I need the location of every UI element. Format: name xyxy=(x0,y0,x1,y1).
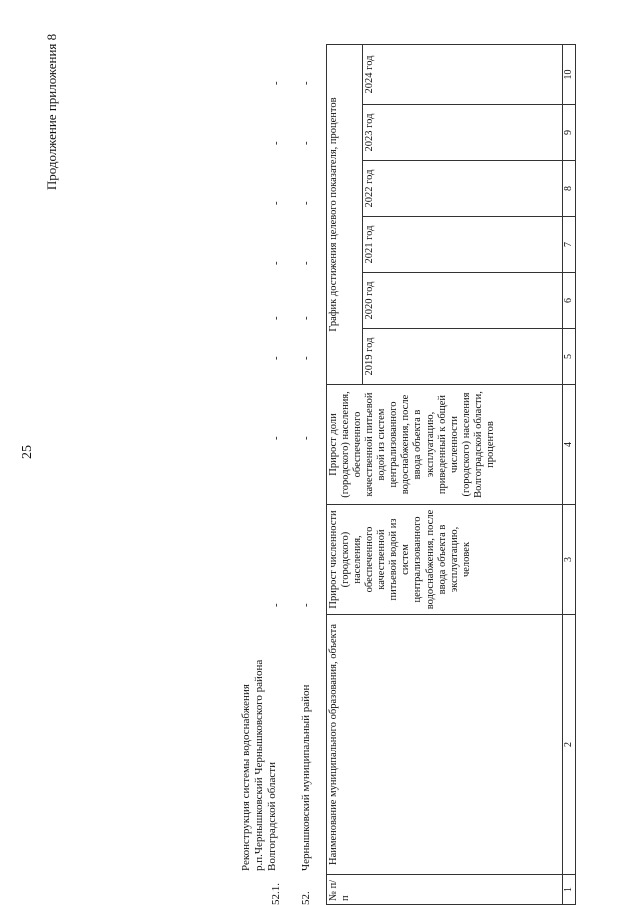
column-number: 10 xyxy=(563,44,576,104)
row-52-val: - xyxy=(300,81,312,85)
column-number: 1 xyxy=(563,875,576,905)
row-52-val: - xyxy=(300,603,312,607)
row-52-1-val: - xyxy=(270,81,282,85)
header-share: Прирост доли (городского) населения, обеспеченного качественной питьевой водой из систем централизованного водоснабжения, после ввода объекта в эксплуатацию, приведенный к общей численности (городского) населения Волгоградской области, процентов xyxy=(327,385,563,505)
row-52-1-val: - xyxy=(270,603,282,607)
row-52-val: - xyxy=(300,316,312,320)
column-number: 4 xyxy=(563,385,576,505)
continuation-label: Продолжение приложения 8 xyxy=(44,33,59,191)
header-year: 2021 год xyxy=(363,217,563,273)
column-number: 5 xyxy=(563,329,576,385)
header-year: 2020 год xyxy=(363,273,563,329)
header-year: 2022 год xyxy=(363,161,563,217)
header-name: Наименование муниципального образования, объекта xyxy=(327,615,563,875)
header-year: 2023 год xyxy=(363,105,563,161)
row-52-1-num: 52.1. xyxy=(270,883,282,905)
header-schedule: График достижения целевого показателя, процентов xyxy=(327,44,363,384)
page-number: 25 xyxy=(20,445,35,459)
column-number: 7 xyxy=(563,217,576,273)
header-year: 2024 год xyxy=(363,44,563,104)
column-number: 8 xyxy=(563,161,576,217)
row-52-1-val: - xyxy=(270,261,282,265)
header-num: № п/п xyxy=(327,875,563,905)
column-number: 3 xyxy=(563,505,576,615)
row-52-name: Чернышковский муниципальный район xyxy=(300,684,312,871)
row-52-num: 52. xyxy=(300,891,312,905)
header-year: 2019 год xyxy=(363,329,563,385)
row-52-val: - xyxy=(300,261,312,265)
row-52-1-val: - xyxy=(270,356,282,360)
row-52-val: - xyxy=(300,436,312,440)
row-52-val: - xyxy=(300,201,312,205)
row-52-1-val: - xyxy=(270,141,282,145)
column-number: 9 xyxy=(563,105,576,161)
row-52-1-val: - xyxy=(270,316,282,320)
column-number: 2 xyxy=(563,615,576,875)
column-number: 6 xyxy=(563,273,576,329)
row-52-val: - xyxy=(300,141,312,145)
row-52-val: - xyxy=(300,356,312,360)
row-52-1-val: - xyxy=(270,436,282,440)
row-52-1-val: - xyxy=(270,201,282,205)
row-52-1-name: Реконструкция системы водоснабжения р.п.Чернышковский Чернышковского района Волгоградской области xyxy=(240,659,279,871)
header-population: Прирост численности (городского) населения, обеспеченного качественной питьевой водой из систем централизованного водоснабжения, после ввода объекта в эксплуатацию, человек xyxy=(327,505,563,615)
